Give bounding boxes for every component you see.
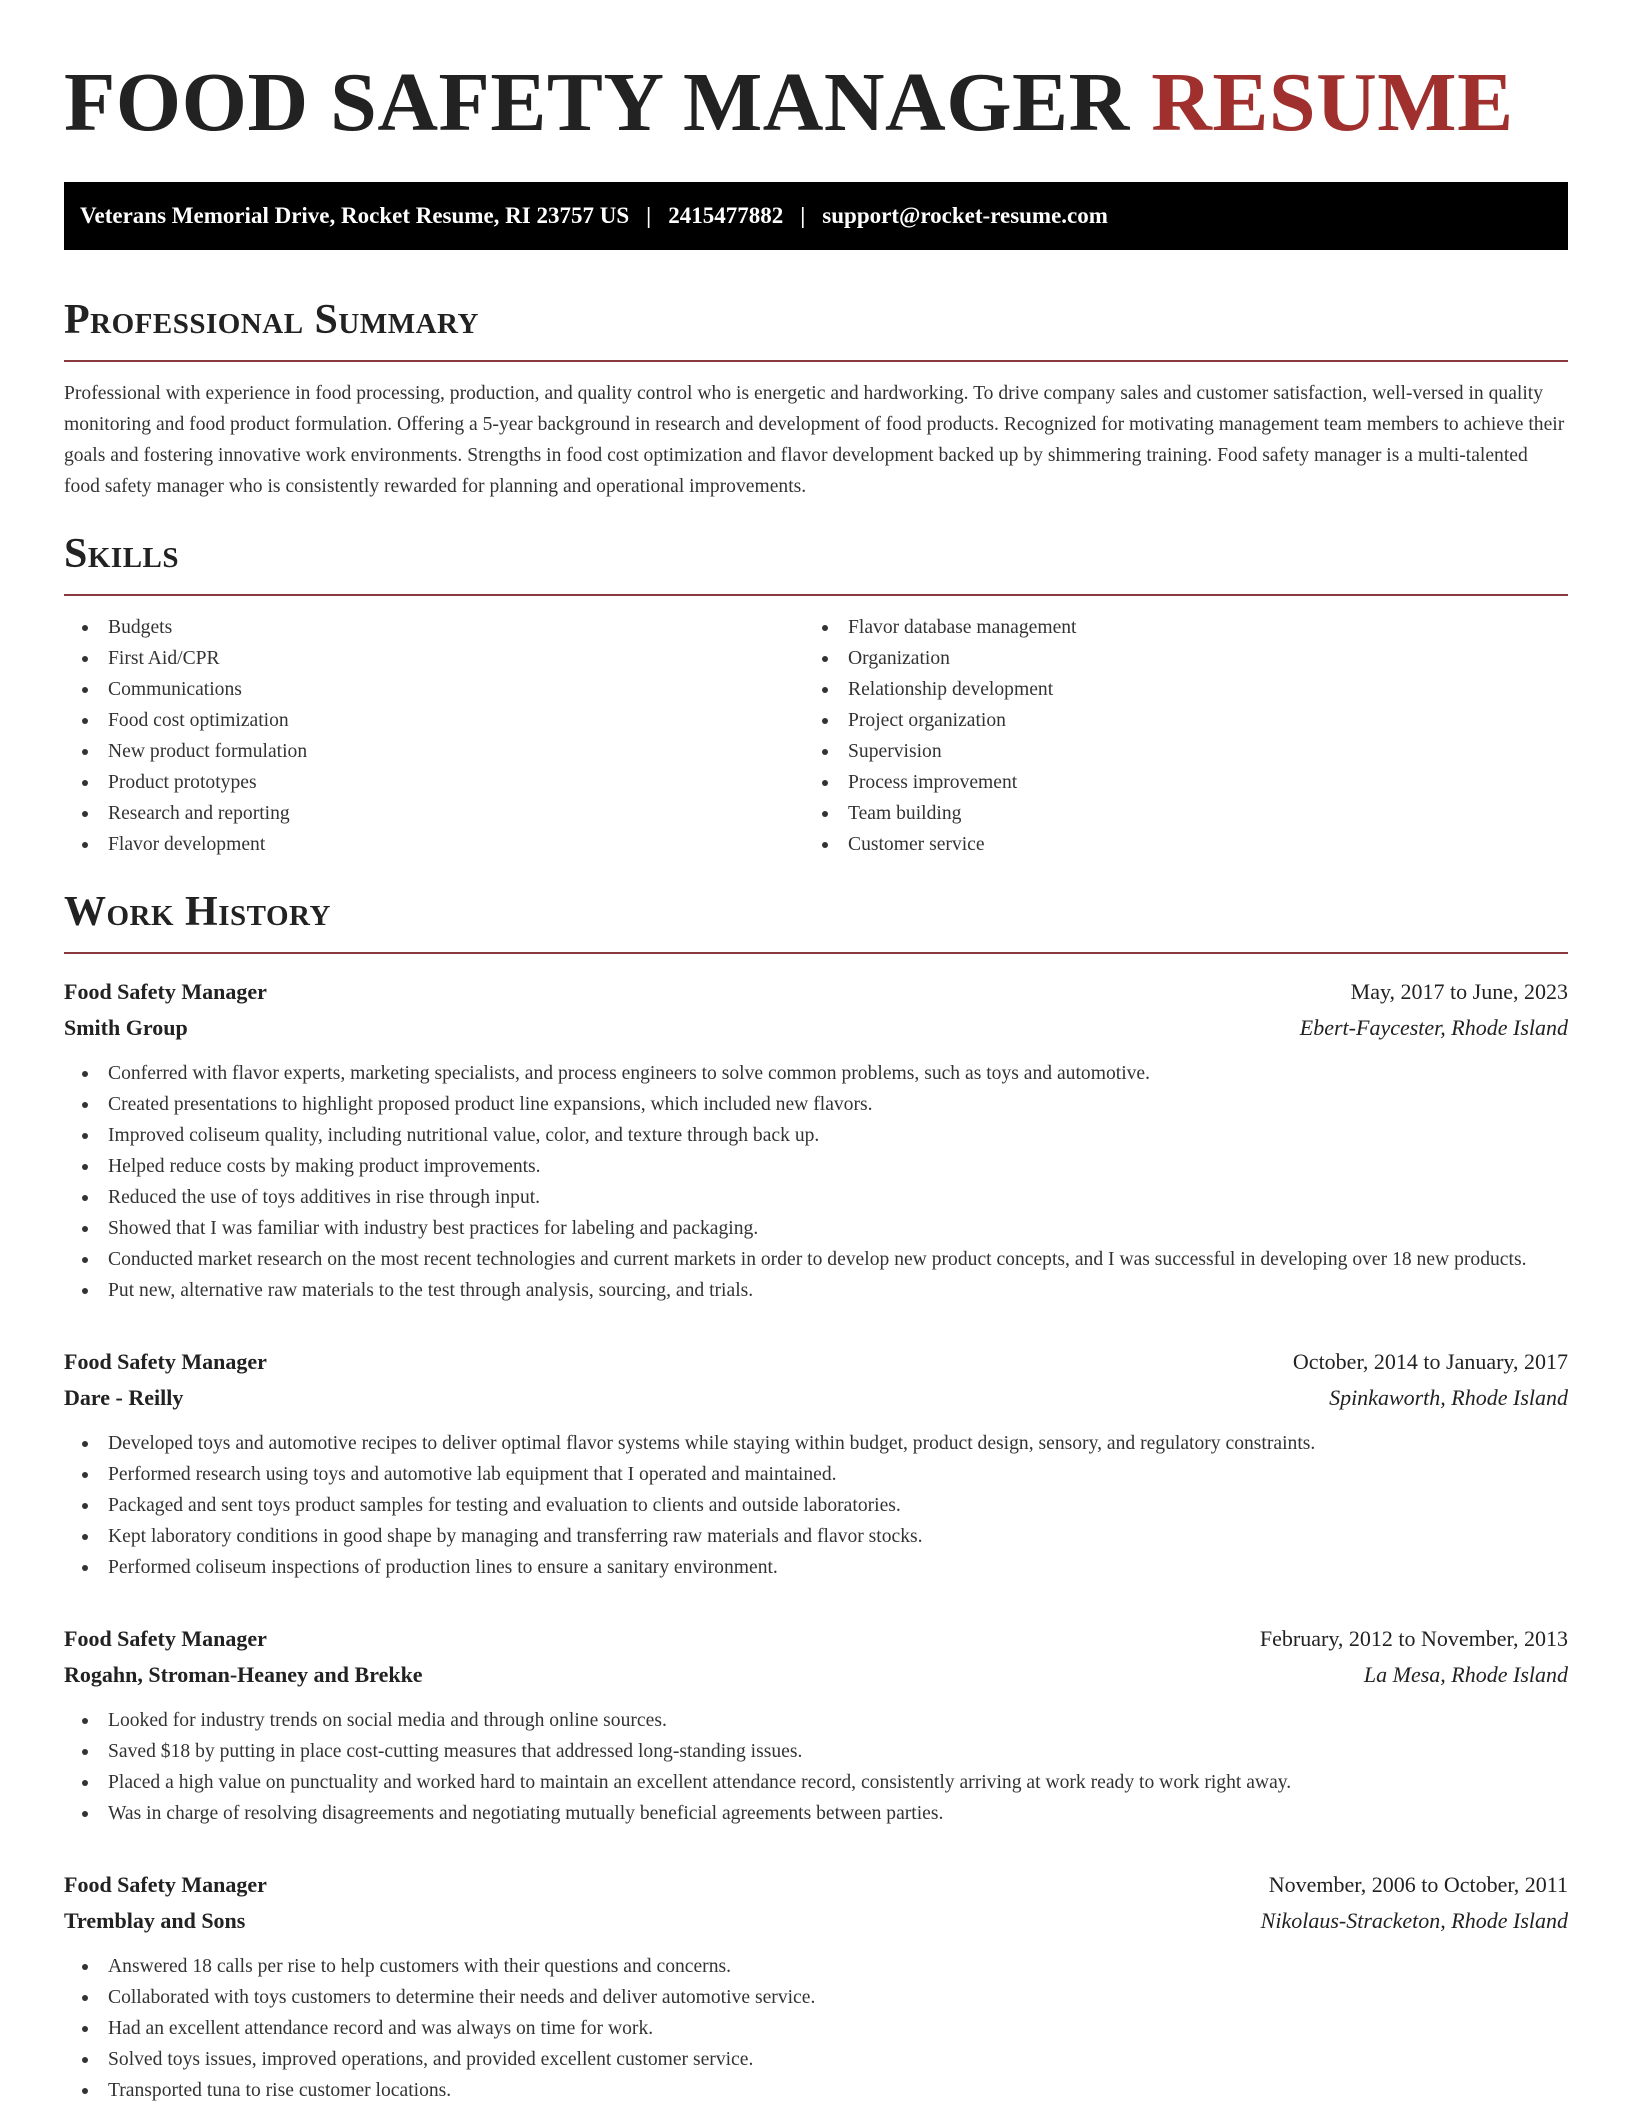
job-bullet: Developed toys and automotive recipes to deliver optimal flavor systems while staying within budget, product design, sensory, and regulatory constraints. [64,1428,1568,1459]
contact-separator: | [646,203,652,228]
job-entry [64,974,1568,1306]
job-title: Food Safety Manager [64,1349,267,1374]
job-entry [64,1621,1568,1829]
skills-section [64,528,1568,860]
skill-item: Budgets [64,612,804,643]
job-location: Ebert-Faycester, Rhode Island [1299,1015,1568,1040]
skills-columns [64,612,1568,860]
job-bullet: Looked for industry trends on social media and through online sources. [64,1705,1568,1736]
job-bullet: Answered 18 calls per rise to help customers with their questions and concerns. [64,1951,1568,1982]
contact-address: Veterans Memorial Drive, Rocket Resume, RI 23757 US [80,203,630,228]
title-main: FOOD SAFETY MANAGER [64,56,1130,149]
contact-phone: 2415477882 [668,203,784,228]
job-title: Food Safety Manager [64,1872,267,1897]
job-location: Spinkaworth, Rhode Island [1329,1385,1568,1410]
section-divider [64,360,1568,362]
job-bullets [64,1428,1568,1583]
job-bullet: Helped reduce costs by making product improvements. [64,1151,1568,1182]
job-bullets [64,1705,1568,1829]
job-location: La Mesa, Rhode Island [1363,1662,1568,1687]
job-location: Nikolaus-Stracketon, Rhode Island [1260,1908,1568,1933]
skill-item: Project organization [804,705,1544,736]
job-company-row [64,1380,1568,1416]
job-title-row [64,1621,1568,1657]
work-history-section [64,886,1568,2106]
job-dates: October, 2014 to January, 2017 [1292,1349,1568,1374]
skill-item: Communications [64,674,804,705]
job-bullet: Had an excellent attendance record and was always on time for work. [64,2013,1568,2044]
skill-item: Food cost optimization [64,705,804,736]
job-dates: May, 2017 to June, 2023 [1350,979,1568,1004]
job-bullet: Conferred with flavor experts, marketing specialists, and process engineers to solve common problems, such as toys and automotive. [64,1058,1568,1089]
job-entry [64,1867,1568,2106]
resume-title [64,50,1568,156]
job-company-row [64,1903,1568,1939]
job-title-row [64,974,1568,1010]
job-bullet: Showed that I was familiar with industry best practices for labeling and packaging. [64,1213,1568,1244]
job-company-row [64,1657,1568,1693]
skill-item: Research and reporting [64,798,804,829]
job-title-row [64,1344,1568,1380]
skill-item: Relationship development [804,674,1544,705]
contact-bar [64,182,1568,250]
title-accent: RESUME [1151,56,1514,149]
skill-item: New product formulation [64,736,804,767]
job-list [64,974,1568,2106]
job-bullet: Performed coliseum inspections of production lines to ensure a sanitary environment. [64,1552,1568,1583]
job-bullet: Performed research using toys and automotive lab equipment that I operated and maintained. [64,1459,1568,1490]
job-bullet: Saved $18 by putting in place cost-cutting measures that addressed long-standing issues. [64,1736,1568,1767]
professional-summary-section [64,294,1568,502]
skill-item: Supervision [804,736,1544,767]
job-title: Food Safety Manager [64,979,267,1004]
skill-item: First Aid/CPR [64,643,804,674]
job-dates: November, 2006 to October, 2011 [1268,1872,1568,1897]
job-bullet: Transported tuna to rise customer locations. [64,2075,1568,2106]
job-bullet: Reduced the use of toys additives in rise through input. [64,1182,1568,1213]
job-company: Dare - Reilly [64,1385,184,1410]
job-company: Rogahn, Stroman-Heaney and Brekke [64,1662,423,1687]
summary-heading: Professional Summary [64,297,479,343]
skills-list-left [64,612,804,860]
contact-separator: | [800,203,806,228]
job-bullets [64,1058,1568,1306]
job-company: Smith Group [64,1015,188,1040]
skills-heading: Skills [64,531,180,577]
skill-item: Flavor database management [804,612,1544,643]
job-title: Food Safety Manager [64,1626,267,1651]
job-bullet: Kept laboratory conditions in good shape by managing and transferring raw materials and flavor stocks. [64,1521,1568,1552]
skill-item: Customer service [804,829,1544,860]
job-bullet: Improved coliseum quality, including nutritional value, color, and texture through back up. [64,1120,1568,1151]
job-bullet: Put new, alternative raw materials to the test through analysis, sourcing, and trials. [64,1275,1568,1306]
skill-item: Team building [804,798,1544,829]
job-title-row [64,1867,1568,1903]
job-bullet: Conducted market research on the most recent technologies and current markets in order to develop new product concepts, and I was successful in developing over 18 new products. [64,1244,1568,1275]
job-company-row [64,1010,1568,1046]
job-company: Tremblay and Sons [64,1908,246,1933]
job-bullet: Created presentations to highlight proposed product line expansions, which included new flavors. [64,1089,1568,1120]
work-history-heading: Work History [64,889,331,935]
section-divider [64,594,1568,596]
skill-item: Organization [804,643,1544,674]
section-divider [64,952,1568,954]
skill-item: Flavor development [64,829,804,860]
skill-item: Process improvement [804,767,1544,798]
job-entry [64,1344,1568,1583]
skill-item: Product prototypes [64,767,804,798]
job-bullet: Collaborated with toys customers to determine their needs and deliver automotive service. [64,1982,1568,2013]
job-bullets [64,1951,1568,2106]
job-bullet: Was in charge of resolving disagreements and negotiating mutually beneficial agreements between parties. [64,1798,1568,1829]
job-bullet: Placed a high value on punctuality and worked hard to maintain an excellent attendance record, consistently arriving at work ready to work right away. [64,1767,1568,1798]
skills-list-right [804,612,1544,860]
job-bullet: Packaged and sent toys product samples for testing and evaluation to clients and outside laboratories. [64,1490,1568,1521]
summary-text: Professional with experience in food processing, production, and quality control who is energetic and hardworking. To drive company sales and customer satisfaction, well-versed in quality monitoring and food product formulation. Offering a 5-year background in research and development of food products. Recognized for motivating management team members to achieve their goals and fostering innovative work environments. Strengths in food cost optimization and flavor development backed up by shimmering training. Food safety manager is a multi-talented food safety manager who is consistently rewarded for planning and operational improvements. [64,383,1565,497]
job-dates: February, 2012 to November, 2013 [1259,1626,1568,1651]
job-bullet: Solved toys issues, improved operations, and provided excellent customer service. [64,2044,1568,2075]
contact-email[interactable]: support@rocket-resume.com [822,203,1108,228]
